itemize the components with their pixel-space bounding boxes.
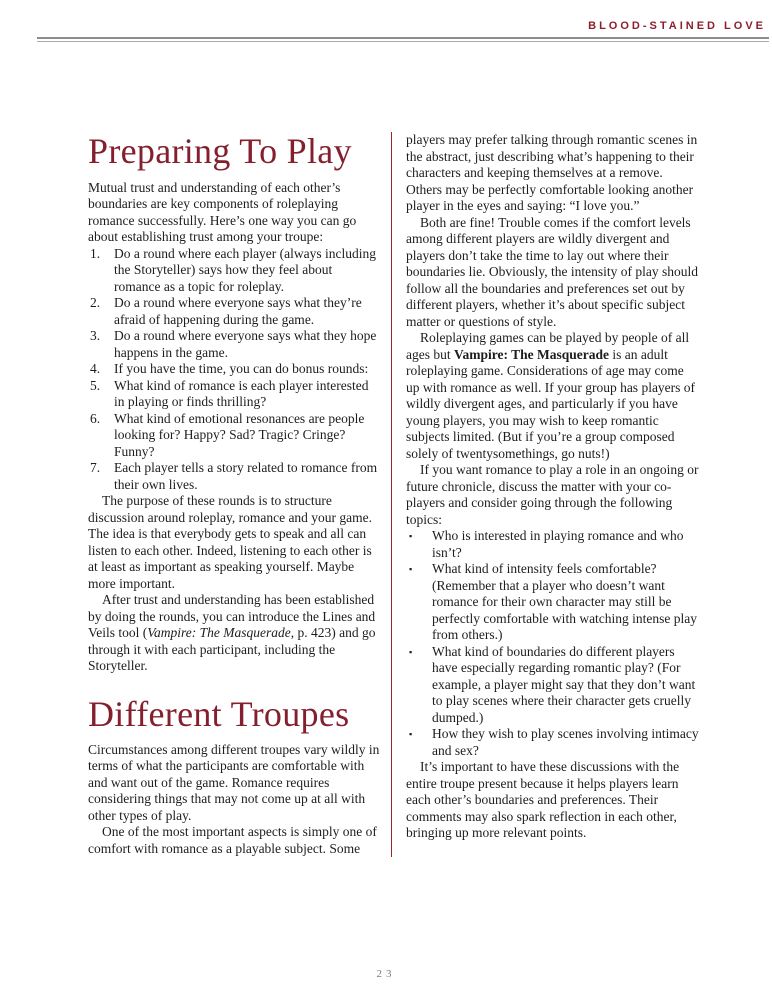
list-item-6 bbox=[88, 411, 382, 461]
list-item-number: 1. bbox=[90, 245, 101, 261]
trust-rounds-list bbox=[88, 246, 382, 494]
paragraph-both-fine: Both are fine! Trouble comes if the comfort levels among different players are wildly divergent and players don’t take the time to lay out where their boundaries lie. Obviously, the intensity of play should follow all the boundaries and preferences set out by different players, whether it’s about specific subject matter or questions of style. bbox=[406, 214, 698, 329]
left-column bbox=[88, 132, 382, 857]
page-number: 23 bbox=[376, 968, 396, 980]
section-heading-preparing-to-play: Preparing To Play bbox=[88, 131, 352, 171]
list-item-text: If you have the time, you can do bonus rounds: bbox=[114, 361, 369, 377]
list-item-text: Do a round where everyone says what they’re afraid of happening during the game. bbox=[114, 295, 362, 327]
paragraph-important: It’s important to have these discussions with the entire troupe present because it helps players learn each other’s boundaries and preferences. Their comments may also spark reflection in each other, bringing up more relevant points. bbox=[406, 759, 680, 840]
paragraph-circumstances: Circumstances among different troupes vary wildly in terms of what the participants are comfortable with and want out of the game. Romance requires considering things that may not come up at all with other types of play. bbox=[88, 741, 380, 823]
paragraph-lines-veils bbox=[88, 592, 382, 675]
list-item-7 bbox=[88, 460, 382, 493]
paragraph-segment: is an adult roleplaying game. Considerations of age may come up with romance as well. If your group has players of wildly divergent ages, and particularly if you have young players, you may wish to keep romantic subjects limited. (But if you’re a group composed solely of twentysomethings, go nuts!) bbox=[406, 346, 696, 461]
header-rule bbox=[37, 37, 769, 42]
square-bullet-icon: ▪ bbox=[409, 564, 413, 574]
paragraph-age bbox=[406, 330, 700, 462]
list-item-number: 2. bbox=[90, 295, 101, 311]
paragraph-players: players may prefer talking through romantic scenes in the abstract, just describing what’s happening to their characters and keeping themselves at a remove. Others may be perfectly comfortable looking another player in the eyes and saying: “I love you.” bbox=[406, 132, 698, 213]
topics-list bbox=[406, 528, 700, 759]
bullet-item-text: Who is interested in playing romance and who isn’t? bbox=[432, 528, 684, 560]
list-item-2 bbox=[88, 295, 382, 328]
bullet-item-text: How they wish to play scenes involving intimacy and sex? bbox=[432, 726, 699, 758]
list-item-text: What kind of emotional resonances are people looking for? Happy? Sad? Tragic? Cringe? Funny? bbox=[114, 410, 365, 459]
section-heading-different-troupes: Different Troupes bbox=[88, 693, 350, 734]
book-title-bold: Vampire: The Masquerade bbox=[454, 346, 610, 362]
list-item-number: 5. bbox=[90, 377, 101, 393]
paragraph-intro: Mutual trust and understanding of each other’s boundaries are key components of roleplaying romance successfully. Here’s one way you can go about establishing trust among your troupe: bbox=[88, 179, 357, 245]
page-content bbox=[88, 132, 700, 857]
list-item-number: 4. bbox=[90, 361, 101, 377]
paragraph-ongoing: If you want romance to play a role in an ongoing or future chronicle, discuss the matter with your co-players and consider going through the following topics: bbox=[406, 462, 699, 527]
square-bullet-icon: ▪ bbox=[409, 729, 413, 739]
bullet-item-2 bbox=[406, 561, 700, 644]
bullet-item-4 bbox=[406, 726, 700, 759]
list-item-text: Do a round where each player (always including the Storyteller) says how they feel about romance as a topic for roleplay. bbox=[114, 245, 377, 294]
square-bullet-icon: ▪ bbox=[409, 531, 413, 541]
list-item-number: 7. bbox=[90, 460, 101, 476]
list-item-4 bbox=[88, 361, 382, 378]
list-item-text: Do a round where everyone says what they hope happens in the game. bbox=[114, 328, 377, 360]
paragraph-segment: After trust and understanding has been established by doing the rounds, you can introduce the Lines and Veils tool ( bbox=[88, 592, 376, 641]
paragraph-segment: , p. 423) and go through it with each participant, including the Storyteller. bbox=[88, 625, 376, 674]
list-item-1 bbox=[88, 246, 382, 296]
running-header-title: BLOOD-STAINED LOVE bbox=[588, 20, 766, 32]
right-column bbox=[406, 132, 700, 857]
paragraph-segment: Roleplaying games can be played by people of all ages but bbox=[406, 330, 690, 362]
bullet-item-text: What kind of boundaries do different players have especially regarding romantic play? (For example, a player might say that they don’t want to play scenes where their character gets cruelly dumped.) bbox=[432, 643, 696, 725]
paragraph-purpose: The purpose of these rounds is to structure discussion around roleplay, romance and your game. The idea is that everybody gets to speak and all can listen to each other. Indeed, listening to each other is at least as important as speaking yourself. Maybe more important. bbox=[88, 493, 373, 591]
bullet-item-3 bbox=[406, 644, 700, 727]
list-item-number: 6. bbox=[90, 410, 101, 426]
list-item-text: Each player tells a story related to romance from their own lives. bbox=[114, 460, 378, 492]
list-item-3 bbox=[88, 328, 382, 361]
book-title-italic: Vampire: The Masquerade bbox=[147, 625, 291, 641]
list-item-5 bbox=[88, 378, 382, 411]
column-divider bbox=[391, 132, 392, 857]
list-item-text: What kind of romance is each player interested in playing or finds thrilling? bbox=[114, 377, 369, 410]
page-footer bbox=[0, 968, 772, 980]
paragraph-comfort: One of the most important aspects is simply one of comfort with romance as a playable subject. Some bbox=[88, 824, 377, 856]
bullet-item-text: What kind of intensity feels comfortable? (Remember that a player who doesn’t want romance for their own character may still be perfectly comfortable with watching intense play from others.) bbox=[432, 561, 698, 642]
square-bullet-icon: ▪ bbox=[409, 646, 413, 657]
bullet-item-1 bbox=[406, 528, 700, 561]
running-header bbox=[0, 20, 766, 32]
list-item-number: 3. bbox=[90, 328, 101, 344]
